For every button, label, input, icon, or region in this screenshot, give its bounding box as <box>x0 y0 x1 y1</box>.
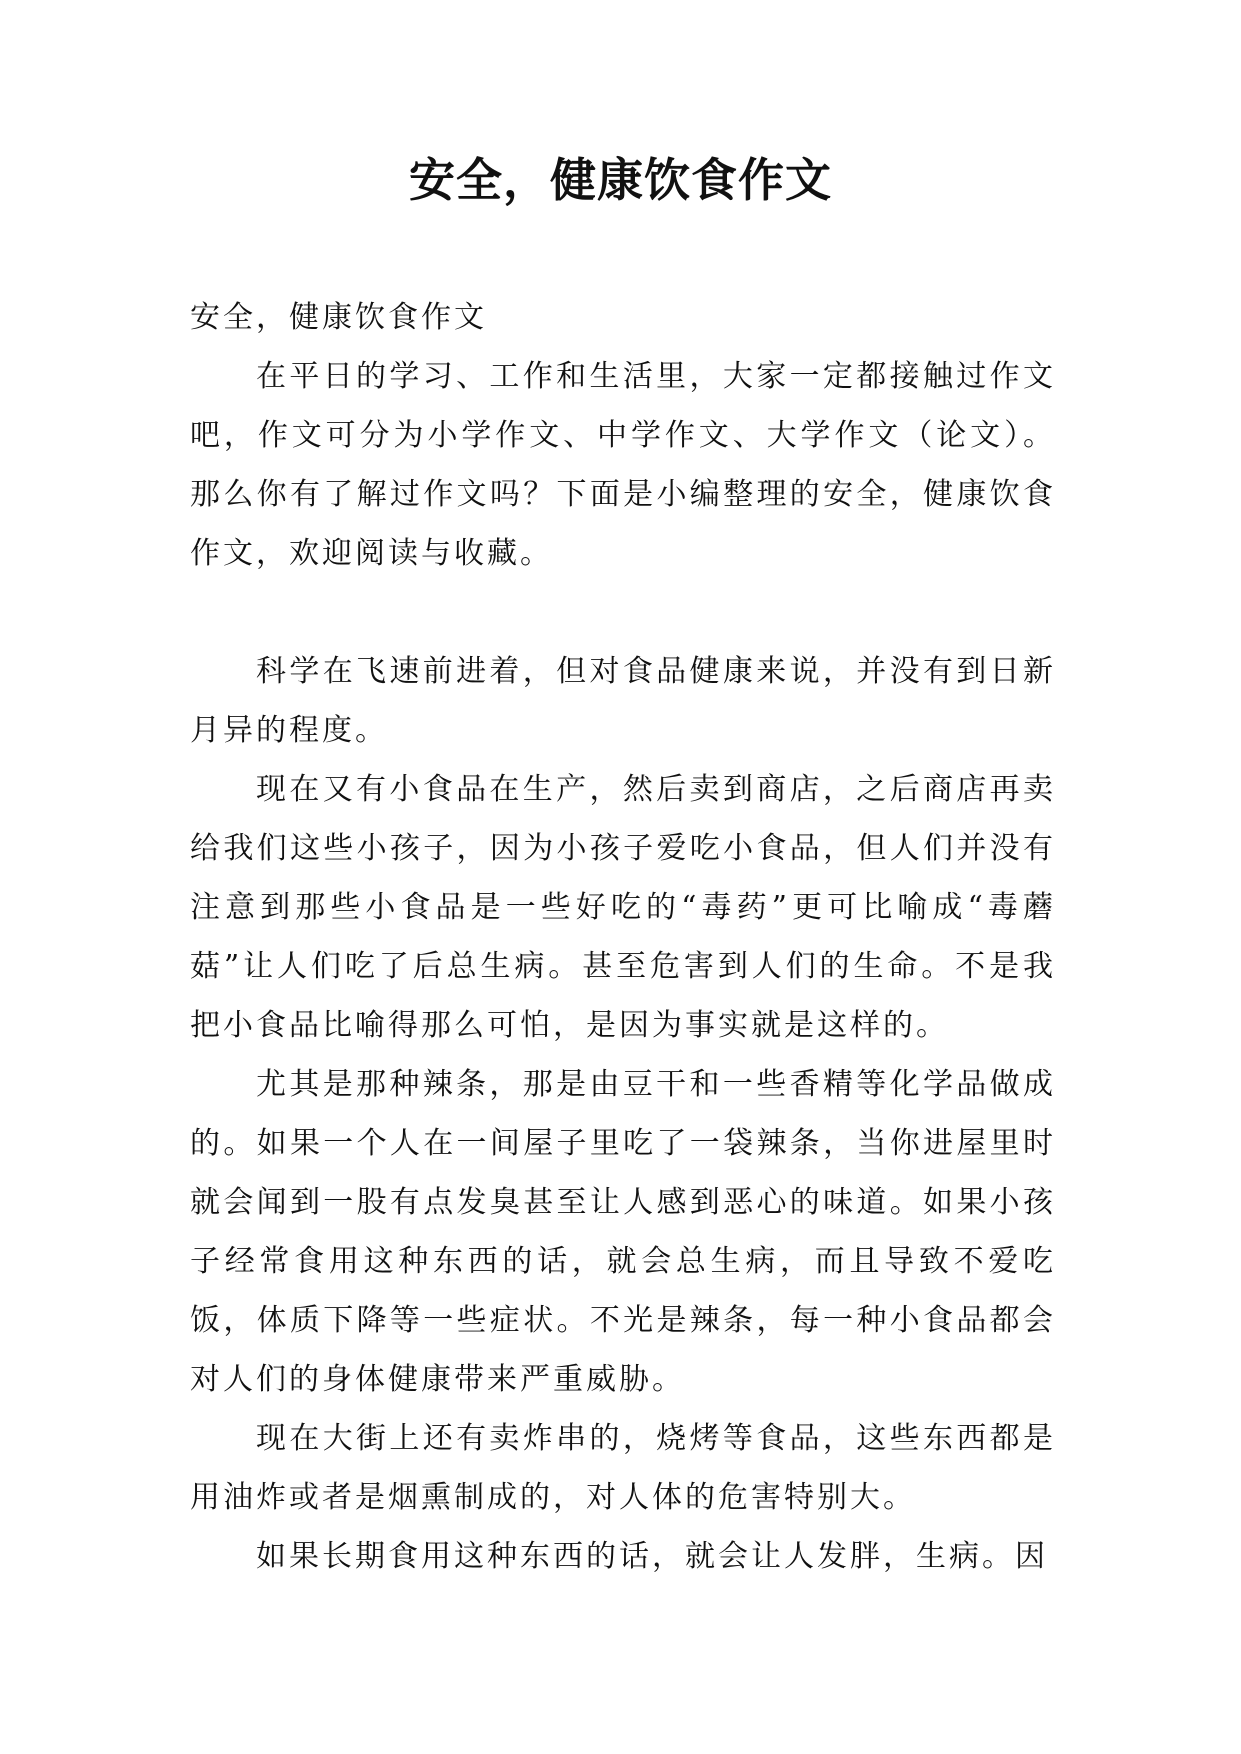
body-paragraph: 现在大街上还有卖炸串的，烧烤等食品，这些东西都是用油炸或者是烟熏制成的，对人体的危害特别大。 <box>190 1421 1056 1515</box>
body-paragraph: 尤其是那种辣条，那是由豆干和一些香精等化学品做成的。如果一个人在一间屋子里吃了一袋辣条，当你进屋里时就会闻到一股有点发臭甚至让人感到恶心的味道。如果小孩子经常食用这种东西的话，就会总生病，而且导致不爱吃饭，体质下降等一些症状。不光是辣条，每一种小食品都会对人们的身体健康带来严重威胁。 <box>190 1067 1056 1397</box>
document-body <box>190 288 1056 1586</box>
body-paragraph: 如果长期食用这种东西的话，就会让人发胖，生病。因 <box>256 1539 1048 1574</box>
document-subtitle: 安全，健康饮食作文 <box>190 300 487 335</box>
body-paragraph: 科学在飞速前进着，但对食品健康来说，并没有到日新月异的程度。 <box>190 654 1056 748</box>
body-paragraph: 现在又有小食品在生产，然后卖到商店，之后商店再卖给我们这些小孩子，因为小孩子爱吃小食品，但人们并没有注意到那些小食品是一些好吃的“毒药”更可比喻成“毒蘑菇”让人们吃了后总生病。甚至危害到人们的生命。不是我把小食品比喻得那么可怕，是因为事实就是这样的。 <box>190 772 1056 1043</box>
intro-paragraph: 在平日的学习、工作和生活里，大家一定都接触过作文吧，作文可分为小学作文、中学作文、大学作文（论文）。那么你有了解过作文吗？下面是小编整理的安全，健康饮食作文，欢迎阅读与收藏。 <box>190 359 1056 571</box>
paragraph-spacer <box>190 583 1056 642</box>
document-title: 安全，健康饮食作文 <box>409 153 832 207</box>
